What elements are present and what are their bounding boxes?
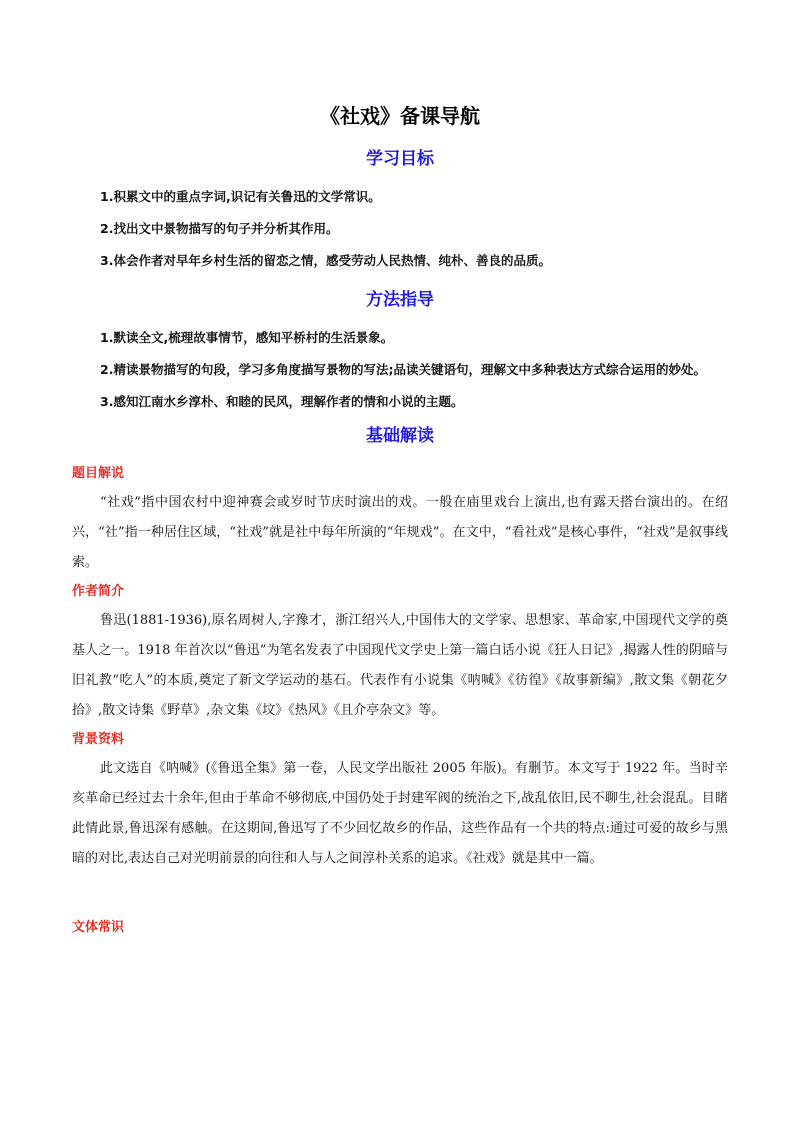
method-item: 3.感知江南水乡淳朴、和睦的民风，理解作者的情和小说的主题。	[100, 394, 464, 409]
objective-item: 2.找出文中景物描写的句子并分析其作用。	[100, 221, 339, 236]
subheading-genre-knowledge: 文体常识	[72, 920, 125, 935]
subheading-background: 背景资料	[72, 732, 125, 747]
objectives-list	[72, 181, 728, 277]
subheading-author-intro: 作者简介	[72, 584, 125, 599]
background-text: 此文选自《呐喊》(《鲁迅全集》第一卷，人民文学出版社 2005 年版)。有删节。本文写于 1922 年。当时辛亥革命已经过去十余年,但由于革命不够彻底,中国仍处于封建军阀的统治之下,战乱依旧,民不聊生,社会混乱。目睹此情此景,鲁迅深有感触。在这期间,鲁迅写了不少回忆故乡的作品，这些作品有一个共的特点:通过可爱的故乡与黑暗的对比,表达自己对光明前景的向往和人与人之间淳朴关系的追求。《社戏》就是其中一篇。	[72, 761, 728, 866]
method-item: 1.默读全文,梳理故事情节，感知平桥村的生活景象。	[100, 330, 394, 345]
section-heading-methods: 方法指导	[366, 290, 434, 310]
method-item: 2.精读景物描写的句段，学习多角度描写景物的写法;品读关键语句，理解文中多种表达方式综合运用的妙处。	[100, 362, 706, 377]
methods-list	[72, 322, 728, 418]
objective-item: 3.体会作者对早年乡村生活的留恋之情，感受劳动人民热情、纯朴、善良的品质。	[100, 253, 551, 268]
subheading-title-explanation: 题目解说	[72, 466, 125, 481]
title-explanation-text: “社戏”指中国农村中迎神赛会或岁时节庆时演出的戏。一般在庙里戏台上演出,也有露天搭台演出的。在绍兴，“社”指一种居住区域，“社戏”就是社中每年所演的“年规戏”。在文中，“看社戏”是核心事件，“社戏”是叙事线索。	[72, 495, 728, 570]
document-title: 《社戏》备课导航	[320, 104, 480, 128]
objective-item: 1.积累文中的重点字词,识记有关鲁迅的文学常识。	[100, 189, 381, 204]
section-heading-basics: 基础解读	[366, 426, 434, 446]
author-intro-text: 鲁迅(1881-1936),原名周树人,字豫才，浙江绍兴人,中国伟大的文学家、思想家、革命家,中国现代文学的奠基人之一。1918 年首次以“鲁迅”为笔名发表了中国现代文学史上第一篇白话小说《狂人日记》,揭露人性的阴暗与旧礼教“吃人”的本质,奠定了新文学运动的基石。代表作有小说集《呐喊》《彷徨》《故事新编》,散文集《朝花夕拾》,散文诗集《野草》,杂文集《坟》《热风》《且介亭杂文》等。	[72, 613, 728, 718]
section-heading-objectives: 学习目标	[366, 149, 434, 169]
